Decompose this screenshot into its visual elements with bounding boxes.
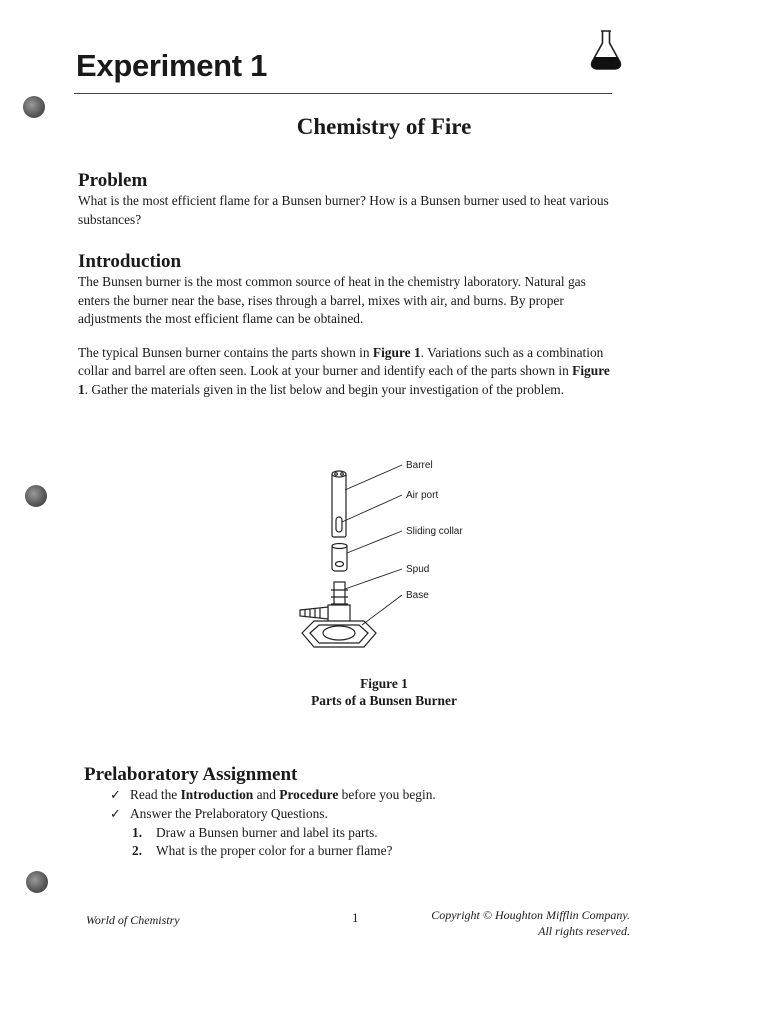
header-rule xyxy=(74,93,612,94)
check-icon: ✓ xyxy=(110,788,121,803)
footer-book-title: World of Chemistry xyxy=(86,913,180,927)
label-base: Base xyxy=(406,590,429,601)
prelab-section xyxy=(84,764,436,860)
problem-heading: Problem xyxy=(78,170,148,191)
intro-p1-line-2: enters the burner near the base, rises through a barrel, mixes with air, and burns. By proper xyxy=(78,292,564,308)
problem-line-1: What is the most efficient flame for a Bunsen burner? How is a Bunsen burner used to heat various xyxy=(78,193,609,208)
binder-hole-bottom xyxy=(26,871,48,893)
binder-hole-middle xyxy=(25,485,47,507)
footer-copyright xyxy=(431,907,630,939)
intro-p2-line-2: collar and barrel are often seen. Look at your burner and identify each of the parts shown in Figure xyxy=(78,363,610,378)
footer-copyright-line-1: Copyright © Houghton Mifflin Company. xyxy=(431,908,630,922)
prelab-question-2: 2. What is the proper color for a burner flame? xyxy=(132,843,393,858)
prelab-heading: Prelaboratory Assignment xyxy=(84,764,298,785)
prelab-item-read: ✓ Read the Introduction and Procedure before you begin. xyxy=(110,787,436,803)
figure-caption-title: Parts of a Bunsen Burner xyxy=(311,693,457,708)
label-sliding-collar: Sliding collar xyxy=(406,526,463,537)
prelab-checklist xyxy=(110,786,436,824)
intro-p1-line-3: adjustments the most efficient flame can be obtained. xyxy=(78,311,364,326)
intro-p2-line-3: 1. Gather the materials given in the list below and begin your investigation of the problem. xyxy=(78,381,565,397)
bunsen-burner-diagram xyxy=(290,455,490,660)
intro-p1-line-1: The Bunsen burner is the most common source of heat in the chemistry laboratory. Natural gas xyxy=(78,274,586,289)
page-title: Chemistry of Fire xyxy=(296,114,472,139)
label-spud: Spud xyxy=(406,564,430,575)
introduction-section xyxy=(78,251,610,399)
label-barrel: Barrel xyxy=(406,460,433,471)
problem-section xyxy=(78,170,609,229)
prelab-question-1: 1. Draw a Bunsen burner and label its parts. xyxy=(132,825,378,840)
flask-icon xyxy=(588,28,624,74)
footer-page-number: 1 xyxy=(352,910,359,925)
intro-p2-line-1: The typical Bunsen burner contains the parts shown in Figure 1. Variations such as a combination xyxy=(78,344,604,360)
prelab-item-answer: ✓ Answer the Prelaboratory Questions. xyxy=(110,806,328,822)
introduction-heading: Introduction xyxy=(78,251,182,272)
label-air-port: Air port xyxy=(406,490,439,501)
experiment-number: Experiment 1 xyxy=(76,48,268,83)
problem-line-2: substances? xyxy=(78,211,142,227)
check-icon: ✓ xyxy=(110,807,121,822)
prelab-questions xyxy=(132,824,436,860)
footer-copyright-line-2: All rights reserved. xyxy=(538,924,630,938)
figure-caption-number: Figure 1 xyxy=(360,676,408,691)
